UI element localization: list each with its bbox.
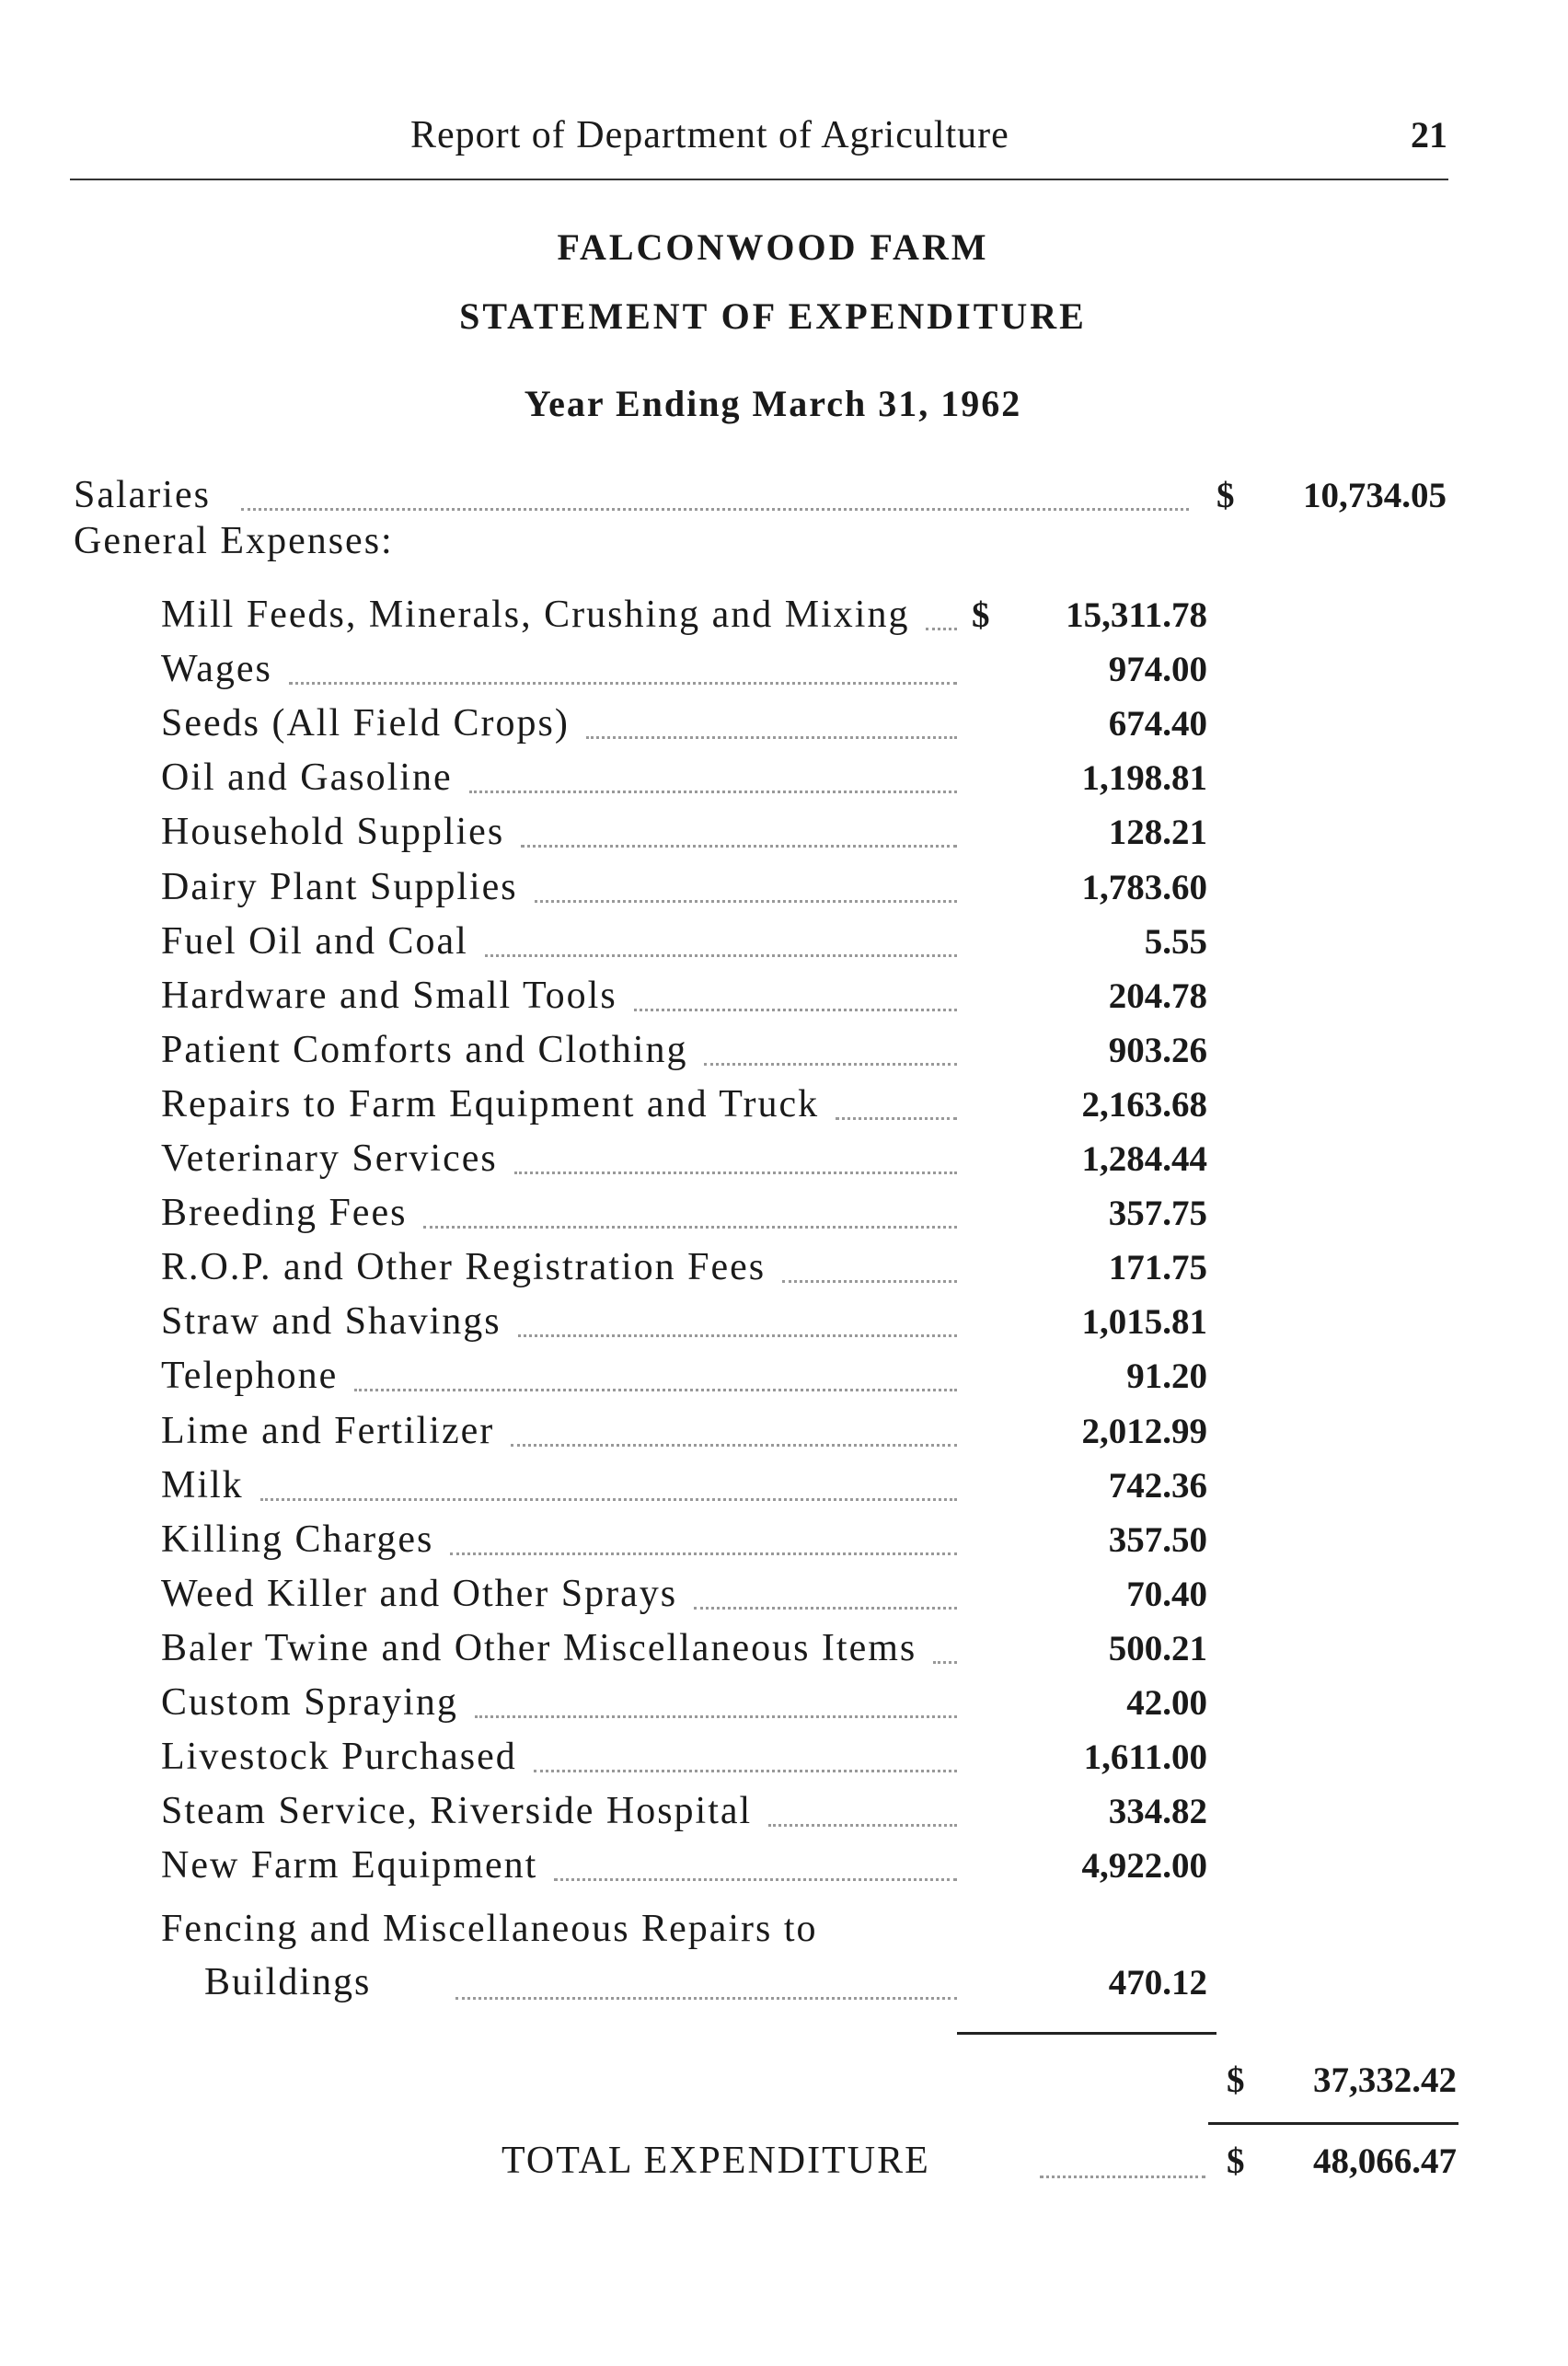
expense-item-label: Fencing and Miscellaneous Repairs to: [161, 1908, 818, 1950]
total-currency: $: [1227, 2141, 1245, 2181]
expense-item-leader-dots: [782, 1280, 957, 1283]
expense-item-leader-dots: [704, 1063, 957, 1066]
expense-item-leader-dots: [485, 954, 957, 957]
expense-item-leader-dots: [475, 1715, 957, 1718]
expense-item-leader-dots: [933, 1661, 957, 1664]
salaries-amount: 10,734.05: [1303, 476, 1447, 515]
expense-item-label: Killing Charges: [161, 1518, 434, 1561]
expense-item-amount: 70.40: [1126, 1575, 1207, 1614]
expense-item-label: Mill Feeds, Minerals, Crushing and Mixing: [161, 594, 910, 636]
expense-item-leader-dots: [455, 1997, 957, 2000]
period-title: Year Ending March 31, 1962: [524, 383, 1022, 424]
expense-item-amount: 2,012.99: [1081, 1412, 1207, 1451]
expense-item-label: R.O.P. and Other Registration Fees: [161, 1246, 767, 1288]
expense-item-leader-dots: [518, 1334, 957, 1337]
expense-item-amount: 2,163.68: [1081, 1085, 1207, 1125]
expense-item-label: Household Supplies: [161, 811, 505, 853]
expense-item-amount: 1,611.00: [1083, 1737, 1207, 1777]
expense-item-amount: 334.82: [1108, 1792, 1207, 1831]
expense-item-label: Lime and Fertilizer: [161, 1410, 495, 1452]
expense-item-label: Wages: [161, 648, 272, 690]
general-expenses-label: General Expenses:: [74, 520, 394, 562]
expense-item-leader-dots: [521, 845, 957, 848]
expense-item-amount: 674.40: [1108, 704, 1207, 744]
expense-item-leader-dots: [535, 900, 957, 903]
expense-item-label-continued: Buildings: [204, 1961, 372, 2003]
expense-item-label: New Farm Equipment: [161, 1844, 538, 1887]
expense-item-label: Dairy Plant Supplies: [161, 866, 518, 908]
first-item-currency: $: [972, 595, 990, 635]
expense-item-label: Weed Killer and Other Sprays: [161, 1573, 678, 1615]
expense-item-leader-dots: [423, 1226, 957, 1229]
expense-item-leader-dots: [450, 1552, 957, 1555]
expense-item-leader-dots: [554, 1878, 957, 1881]
expense-item-leader-dots: [514, 1171, 957, 1174]
page-number: 21: [1411, 114, 1447, 156]
total-rule: [1208, 2122, 1458, 2125]
running-header: Report of Department of Agriculture: [410, 114, 1009, 156]
expense-item-label: Veterinary Services: [161, 1137, 498, 1180]
expense-item-amount: 742.36: [1108, 1466, 1207, 1506]
expense-item-label: Custom Spraying: [161, 1681, 458, 1724]
expense-item-label: Telephone: [161, 1355, 339, 1397]
expense-item-leader-dots: [836, 1117, 957, 1120]
expense-item-label: Hardware and Small Tools: [161, 975, 617, 1017]
expense-item-amount: 500.21: [1108, 1629, 1207, 1668]
salaries-label: Salaries: [74, 474, 211, 516]
expense-item-label: Fuel Oil and Coal: [161, 920, 468, 963]
expense-item-leader-dots: [768, 1824, 957, 1827]
statement-title: STATEMENT OF EXPENDITURE: [459, 295, 1087, 337]
expense-item-label: Seeds (All Field Crops): [161, 702, 570, 744]
expense-item-label: Livestock Purchased: [161, 1736, 517, 1778]
expense-item-leader-dots: [289, 682, 957, 685]
subtotal-rule: [957, 2032, 1216, 2035]
subtotal-currency: $: [1227, 2060, 1245, 2100]
expense-item-amount: 357.75: [1108, 1194, 1207, 1233]
total-leader-dots: [1040, 2176, 1205, 2178]
expense-item-label: Patient Comforts and Clothing: [161, 1029, 688, 1071]
header-rule: [70, 179, 1448, 180]
expense-item-amount: 171.75: [1108, 1248, 1207, 1287]
expense-item-amount: 1,015.81: [1081, 1302, 1207, 1342]
expense-item-leader-dots: [469, 791, 957, 793]
total-label: TOTAL EXPENDITURE: [502, 2140, 930, 2182]
expense-item-amount: 974.00: [1108, 650, 1207, 689]
expense-item-leader-dots: [511, 1444, 957, 1447]
subtotal-amount: 37,332.42: [1313, 2060, 1457, 2100]
expense-item-leader-dots: [354, 1389, 957, 1391]
expense-item-label: Breeding Fees: [161, 1192, 408, 1234]
expense-item-amount: 1,284.44: [1081, 1139, 1207, 1179]
expense-item-amount: 357.50: [1108, 1520, 1207, 1560]
expense-item-leader-dots: [926, 628, 957, 630]
expense-item-label: Oil and Gasoline: [161, 756, 453, 799]
expense-item-amount: 5.55: [1144, 922, 1207, 962]
salaries-currency: $: [1216, 476, 1235, 515]
salaries-leader-dots: [241, 508, 1189, 511]
expense-item-amount: 470.12: [1108, 1963, 1207, 2002]
total-amount: 48,066.47: [1313, 2141, 1457, 2181]
expense-item-leader-dots: [634, 1009, 957, 1011]
expense-item-label: Baler Twine and Other Miscellaneous Items: [161, 1627, 917, 1669]
expense-item-amount: 1,783.60: [1081, 868, 1207, 907]
expense-item-label: Straw and Shavings: [161, 1300, 502, 1343]
expense-item-label: Steam Service, Riverside Hospital: [161, 1790, 753, 1832]
expense-item-label: Milk: [161, 1464, 244, 1506]
expense-item-amount: 204.78: [1108, 976, 1207, 1016]
expense-item-amount: 1,198.81: [1081, 758, 1207, 798]
expense-item-leader-dots: [586, 736, 957, 739]
expense-item-leader-dots: [694, 1607, 957, 1610]
expense-item-amount: 15,311.78: [1066, 595, 1207, 635]
expense-item-leader-dots: [260, 1498, 957, 1501]
expense-item-amount: 42.00: [1126, 1683, 1207, 1723]
expense-item-amount: 91.20: [1126, 1356, 1207, 1396]
farm-title: FALCONWOOD FARM: [557, 226, 989, 268]
expense-item-amount: 4,922.00: [1081, 1846, 1207, 1886]
expense-item-leader-dots: [534, 1770, 957, 1772]
expense-item-label: Repairs to Farm Equipment and Truck: [161, 1083, 820, 1125]
expense-item-amount: 903.26: [1108, 1031, 1207, 1070]
expense-item-amount: 128.21: [1108, 813, 1207, 852]
